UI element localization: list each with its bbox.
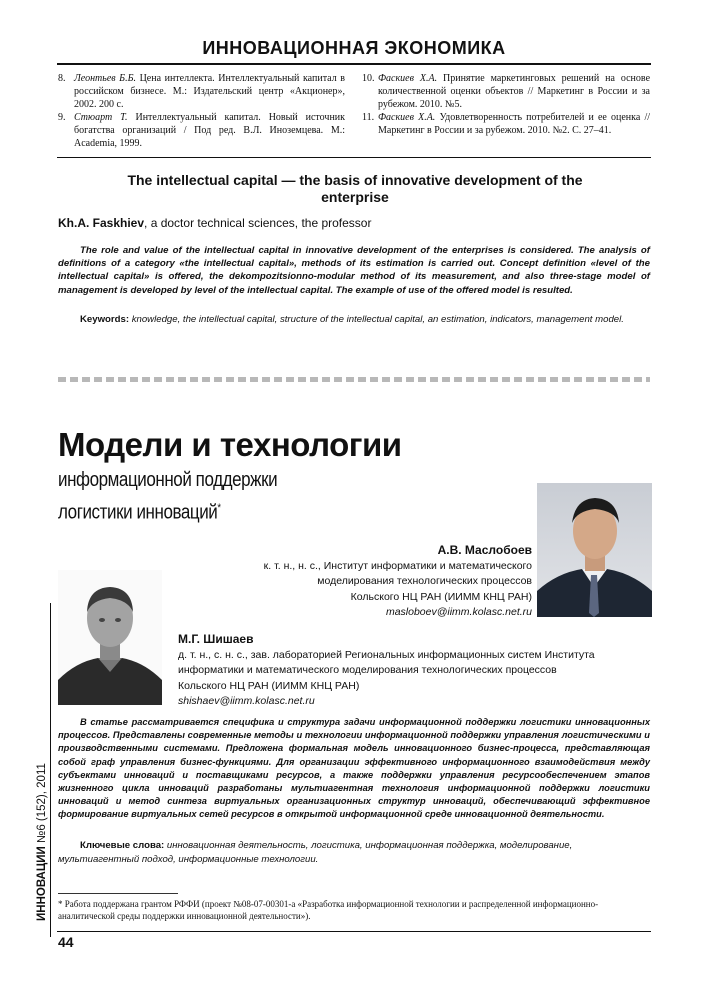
author2-email: shishaev@iimm.kolasc.net.ru — [178, 695, 315, 707]
reference-item: 10. Фаскиев Х.А. Принятие маркетинговых решений на основе количественной оценки объектов // Маркетинг в России и за рубежом. 2010. №5. — [362, 73, 651, 110]
russian-keywords: Ключевые слова: инновационная деятельность, логистика, информационная поддержка, моделирование, мультиагентный подход, информационные технологии. — [58, 840, 573, 865]
reference-item: 8. Леонтьев Б.Б. Цена интеллекта. Интеллектуальный капитал в российском бизнесе. М.: Издательский центр «Акционер», 2002. 200 с. — [58, 73, 346, 110]
reference-item: 11. Фаскиев Х.А. Удовлетворенность потребителей и ее оценка // Маркетинг в России и за рубежом. 2010. №2. С. 27–41. — [362, 112, 651, 136]
article-subtitle: информационной поддержки логистики инноваций* — [58, 469, 278, 524]
english-article-title: The intellectual capital — the basis of innovative development of the enterprise — [127, 172, 583, 205]
author1-email: masloboev@iimm.kolasc.net.ru — [385, 606, 532, 618]
header-rule — [57, 63, 651, 65]
spine-rule — [50, 603, 51, 937]
references-rule — [57, 157, 651, 158]
journal-spine-label: ИННОВАЦИИ №6 (152), 2011 — [36, 763, 48, 921]
article-title: Модели и технологии — [58, 426, 402, 463]
page-number: 44 — [58, 934, 74, 950]
reference-item: 9. Стюарт Т. Интеллектуальный капитал. Новый источник богатства организаций / Под ред. В.Л. Иноземцева. М.: Academia, 1999. — [58, 112, 346, 149]
footnote-rule — [58, 893, 178, 894]
author1-info: А.В. Маслобоев к. т. н., н. с., Институт информатики и математического моделирования технологических процессов Кольского НЦ РАН (ИИММ КНЦ РАН) masloboev@iimm.kolasc.net.ru — [202, 543, 532, 621]
english-author: Kh.A. Faskhiev, a doctor technical sciences, the professor — [58, 216, 372, 230]
author1-photo — [537, 483, 652, 617]
references-right — [362, 72, 650, 137]
section-divider — [58, 377, 650, 382]
author1-portrait-icon — [537, 483, 652, 617]
author2-photo — [58, 570, 162, 705]
references-left — [58, 72, 345, 150]
english-abstract: The role and value of the intellectual capital in innovative development of the enterprises is considered. The analysis of definitions of a category «the intellectual capital», methods of its estimation is carried out. Concept definition «level of the intellectual capital» is offered, the dekompozitsionno-modular method of its measurement, and also three-stage model of management is developed by level of the intellectual capital. The example of use of the offered model is resulted. — [58, 245, 650, 296]
russian-abstract: В статье рассматривается специфика и структура задачи информационной поддержки логистики инновационных процессов. Представлены современные методы и технологии информационной поддержки управления логистическими и производственными системами. Предложена формальная модель инновационного бизнес-процесса, представляющая собой граф управления бизнес-функциями. Для организации эффективного информационного взаимодействия между субъектами инноваций и поставщиками ресурсов, а также поддержки управления ресурсообеспечением этапов жизненного цикла инноваций разработаны мультиагентная технология информационной поддержки логистики инноваций и метод синтеза виртуальных организационных структур инноваций, обеспечивающий эффективное формирование виртуальных сетей ресурсов в открытой информационной среде инновационной деятельности. — [58, 717, 650, 820]
author2-portrait-icon — [58, 570, 162, 705]
footer-rule — [57, 931, 651, 932]
english-keywords: Keywords: knowledge, the intellectual capital, structure of the intellectual capital, an estimation, indicators, management model. — [80, 314, 624, 325]
footnote: * Работа поддержана грантом РФФИ (проект №08-07-00301-а «Разработка информационной технологии и распределенной информационно-аналитической среды поддержки инновационной деятельности»). — [58, 899, 599, 921]
journal-section-header: ИННОВАЦИОННАЯ ЭКОНОМИКА — [202, 38, 506, 58]
author2-info: М.Г. Шишаев д. т. н., с. н. с., зав. лабораторией Региональных информационных систем Института информатики и математического моделирования технологических процессов Кольского НЦ РАН (ИИММ КНЦ РАН) shishaev@iimm.kolasc.net.ru — [178, 632, 648, 710]
